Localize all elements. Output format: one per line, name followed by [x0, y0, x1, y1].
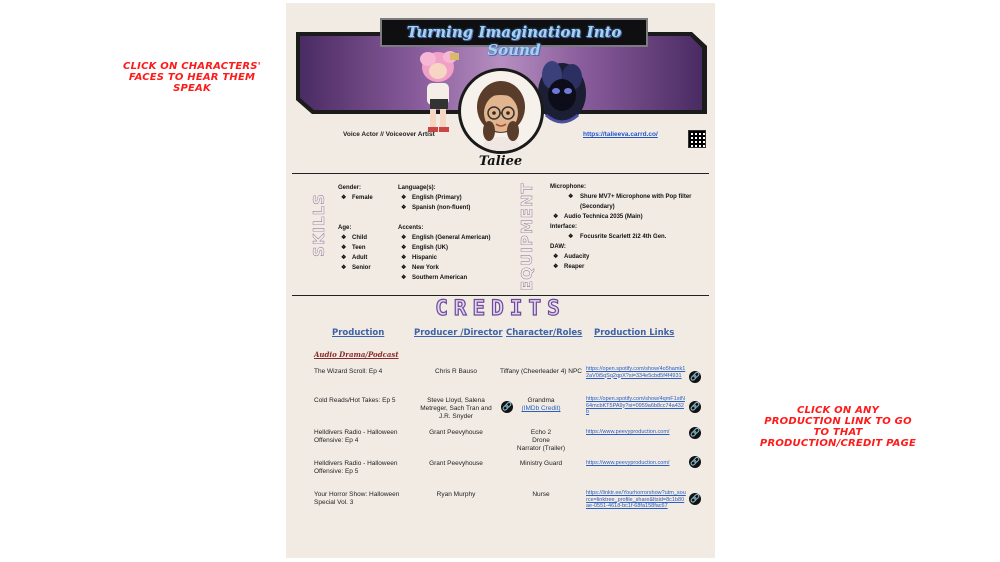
credit-producer: Steve Lloyd, Salena Metreger, Sach Tran and J.R. Snyder: [420, 397, 492, 420]
microphone-block: [550, 182, 700, 272]
credit-producer: Grant Peevyhouse: [429, 460, 483, 467]
credit-producer: Chris R Bauso: [435, 368, 477, 375]
microphone-heading: Microphone:: [550, 184, 586, 190]
language-heading: Language(s):: [398, 185, 436, 191]
credit-production: Cold Reads/Hot Takes: Ep 5: [314, 397, 396, 404]
banner-title: Turning Imagination Into Sound: [406, 23, 622, 59]
website-link[interactable]: https://talieeva.carrd.co/: [583, 131, 658, 138]
gender-item: ❖ Female: [338, 193, 373, 203]
column-header-production: Production: [332, 328, 385, 338]
gender-heading: Gender:: [338, 185, 362, 191]
age-item: ❖ Adult: [338, 253, 371, 263]
credit-link[interactable]: https://www.peevyproduction.com/: [586, 460, 670, 466]
daw-item: ❖ Audacity: [550, 252, 700, 262]
credit-link[interactable]: https://open.spotify.com/show/4qmF1stN64mcbKT5PA9y?si=0959a6b8cc74a432b: [586, 396, 685, 415]
age-block: [338, 223, 371, 273]
avatar[interactable]: [458, 68, 544, 154]
gender-block: [338, 183, 373, 203]
accent-item: ❖ English (General American): [398, 233, 490, 243]
credit-role-cell: [500, 397, 582, 413]
credit-link[interactable]: https://www.peevyproduction.com/: [586, 429, 670, 435]
age-item: ❖ Child: [338, 233, 371, 243]
credit-production: Your Horror Show: Halloween Special Vol. 3: [314, 491, 400, 506]
avatar-illustration: [461, 71, 541, 151]
age-item: ❖ Teen: [338, 243, 371, 253]
accent-item: ❖ New York: [398, 263, 490, 273]
credit-production: The Wizard Scroll: Ep 4: [314, 368, 383, 375]
right-instruction-note: CLICK ON ANY PRODUCTION LINK TO GO TO THAT PRODUCTION/CREDIT PAGE: [759, 405, 917, 449]
credit-production: Helldivers Radio - Halloween Offensive: Ep 5: [314, 460, 398, 475]
credit-producer: Ryan Murphy: [436, 491, 476, 498]
imdb-link-icon[interactable]: 🔗: [502, 402, 512, 411]
accent-item: ❖ English (UK): [398, 243, 490, 253]
resume-page: [286, 3, 715, 558]
credit-link[interactable]: https://open.spotify.com/show/4o5hamk12aV0i5qSq2qpX?si=334e5cbd5f4f4931: [586, 366, 686, 379]
imdb-credit-link[interactable]: (IMDb Credit): [521, 405, 561, 412]
link-icon[interactable]: 🔗: [690, 402, 700, 411]
accents-block: [398, 223, 490, 283]
accents-heading: Accents:: [398, 225, 424, 231]
interface-item: ❖ Focusrite Scarlett 2i2 4th Gen.: [550, 232, 700, 242]
interface-heading: Interface:: [550, 224, 578, 230]
credit-producer: Grant Peevyhouse: [429, 429, 483, 436]
language-item: ❖ Spanish (non-fluent): [398, 203, 470, 213]
language-block: [398, 183, 470, 213]
credit-role: Tiffany (Cheerleader 4) NPC: [500, 368, 583, 375]
qr-code-icon[interactable]: [688, 130, 706, 148]
credits-title: CREDITS: [435, 296, 566, 320]
divider-top: [292, 173, 709, 174]
header-banner: [380, 18, 648, 59]
daw-item: ❖ Reaper: [550, 262, 700, 272]
link-icon[interactable]: 🔗: [690, 494, 700, 503]
credit-role: Grandma: [527, 397, 555, 404]
age-item: ❖ Senior: [338, 263, 371, 273]
credit-role: Nurse: [532, 491, 550, 498]
left-instruction-note: CLICK ON CHARACTERS' FACES TO HEAR THEM SPEAK: [123, 61, 261, 94]
language-item: ❖ English (Primary): [398, 193, 470, 203]
column-header-links: Production Links: [594, 328, 675, 338]
link-icon[interactable]: 🔗: [690, 428, 700, 437]
role-tag: Voice Actor // Voiceover Artist: [343, 131, 435, 138]
credits-category: Audio Drama/Podcast: [314, 350, 399, 359]
accent-item: ❖ Hispanic: [398, 253, 490, 263]
microphone-item: ❖ Shure MV7+ Microphone with Pop filter (Secondary): [550, 192, 700, 212]
credit-link[interactable]: https://linktr.ee/Yourhorrorshow?utm_source=linktree_profile_share&ltsid=8c1b80ae-0551-4618-bc1f-68fa158fac67: [586, 490, 686, 509]
column-header-producer: Producer /Director: [414, 328, 503, 338]
credit-role: Ministry Guard: [519, 460, 563, 467]
age-heading: Age:: [338, 225, 352, 231]
artist-name: Taliee: [478, 154, 523, 169]
credit-production: Helldivers Radio - Halloween Offensive: Ep 4: [314, 429, 398, 444]
credit-role: Echo 2 Drone Narrator (Trailer): [516, 429, 566, 452]
accent-item: ❖ Southern American: [398, 273, 490, 283]
skills-section-label: SKILLS: [310, 193, 328, 257]
daw-heading: DAW:: [550, 244, 566, 250]
equipment-section-label: EQUIPMENT: [518, 182, 536, 291]
microphone-item: ❖ Audio Technica 2035 (Main): [550, 212, 700, 222]
link-icon[interactable]: 🔗: [690, 372, 700, 381]
link-icon[interactable]: 🔗: [690, 457, 700, 466]
column-header-roles: Character/Roles: [506, 328, 583, 338]
